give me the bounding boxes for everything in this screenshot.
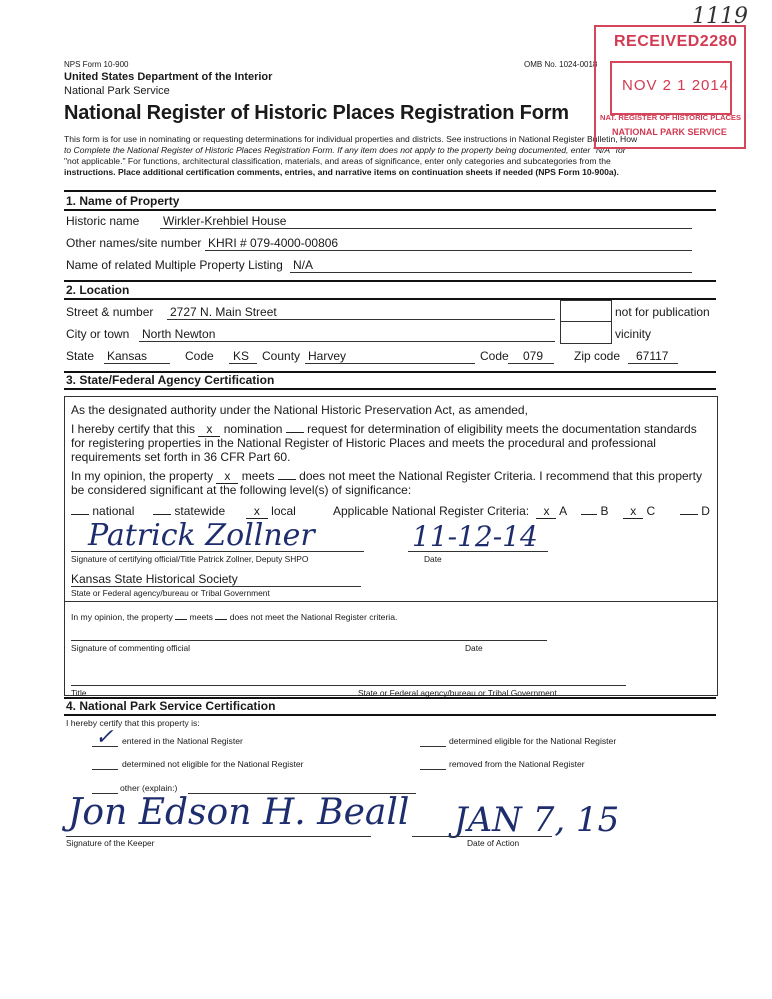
- handwritten-page-number: 1119: [692, 4, 748, 29]
- option-entered: entered in the National Register: [122, 736, 243, 746]
- state-label: State: [66, 349, 95, 363]
- certifying-signature: Patrick Zollner: [88, 518, 315, 553]
- comment-opinion-c: does not meet the National Register criteria.: [229, 612, 398, 622]
- criteria-c: C: [646, 504, 656, 518]
- certify-text-b: nomination: [223, 422, 283, 436]
- vicinity-label: vicinity: [615, 327, 652, 341]
- opinion-mark: x: [224, 469, 231, 483]
- certify-text-a: I hereby certify that this: [71, 422, 196, 436]
- section1-heading: 1. Name of Property: [66, 194, 180, 208]
- opinion-text-b: meets: [241, 469, 275, 483]
- keeper-signature: Jon Edson H. Beall: [68, 792, 410, 833]
- certify-mark: x: [206, 422, 213, 436]
- zip-label: Zip code: [574, 349, 621, 363]
- county-code-value: 079: [523, 349, 544, 363]
- section4-heading: 4. National Park Service Certification: [66, 699, 276, 713]
- agency-caption: State or Federal agency/bureau or Tribal Government: [71, 588, 270, 598]
- action-date: JAN 7, 15: [454, 800, 620, 840]
- code-value: KS: [233, 349, 250, 363]
- opinion-line-2: be considered significant at the following level(s) of significance:: [71, 483, 412, 497]
- intro-line: "not applicable." For functions, architectural classification, materials, and areas of significance, enter only categories and subcategories from the: [64, 156, 611, 166]
- comment-opinion-b: meets: [189, 612, 213, 622]
- certifying-date-caption: Date: [424, 554, 442, 564]
- stamp-received: RECEIVED2280: [614, 33, 738, 50]
- criteria-b: B: [600, 504, 609, 518]
- stamp-date-box: [610, 61, 732, 115]
- title-caption: Title: [71, 688, 87, 698]
- service-name: National Park Service: [64, 85, 170, 97]
- section2-heading: 2. Location: [66, 283, 130, 297]
- criteria-a: A: [559, 504, 567, 518]
- other-names-value: KHRI # 079-4000-00806: [208, 236, 339, 250]
- stamp-line-1: NAT. REGISTER OF HISTORIC PLACES: [600, 113, 742, 122]
- city-value: North Newton: [142, 327, 216, 341]
- zip-value: 67117: [636, 349, 669, 363]
- county-code-label: Code: [480, 349, 509, 363]
- certify-text-c: request for determination of eligibility meets the documentation standards: [307, 422, 697, 436]
- certify-line-2: for registering properties in the National Register of Historic Places and meets the procedural and professional: [71, 436, 656, 450]
- certifying-signature-date: 11-12-14: [412, 520, 538, 553]
- mpl-value: N/A: [293, 258, 314, 272]
- county-value: Harvey: [308, 349, 347, 363]
- opinion-line: [71, 469, 702, 484]
- received-stamp: [594, 25, 746, 149]
- level-local-mark: x: [253, 504, 260, 518]
- option-not-eligible: determined not eligible for the National Register: [122, 759, 304, 769]
- option-determined-eligible: determined eligible for the National Register: [449, 736, 617, 746]
- criteria-d: D: [701, 504, 710, 518]
- certify-line-3: requirements set forth in 36 CFR Part 60.: [71, 450, 291, 464]
- opinion-text-a: In my opinion, the property: [71, 469, 214, 483]
- street-label: Street & number: [66, 305, 154, 319]
- historic-name-value: Wirkler-Krehbiel House: [163, 214, 287, 228]
- criteria-label: Applicable National Register Criteria:: [333, 504, 530, 518]
- department-name: United States Department of the Interior: [64, 71, 273, 83]
- stamp-date: NOV 2 1 2014: [622, 77, 730, 94]
- option-other: other (explain:): [120, 783, 178, 793]
- opinion-text-c: does not meet the National Register Criteria. I recommend that this property: [299, 469, 702, 483]
- stamp-line-2: NATIONAL PARK SERVICE: [612, 127, 727, 137]
- level-national: national: [92, 504, 135, 518]
- intro-line: This form is for use in nominating or requesting determinations for individual properties and districts. See instructions in National Register Bulletin, How: [64, 134, 638, 144]
- mpl-label: Name of related Multiple Property Listing: [66, 258, 283, 272]
- omb-number: OMB No. 1024-0018: [524, 60, 598, 69]
- intro-line: to Complete the National Register of Historic Places Registration Form. If any item does not apply to the property being documented, enter "N/A" for: [64, 145, 626, 155]
- comment-opinion-a: In my opinion, the property: [71, 612, 173, 622]
- street-value: 2727 N. Main Street: [170, 305, 277, 319]
- comment-signature-caption: Signature of commenting official: [71, 643, 191, 653]
- agency-name: Kansas State Historical Society: [71, 572, 238, 586]
- level-local: local: [271, 504, 296, 518]
- other-names-label: Other names/site number: [66, 236, 202, 250]
- section3-heading: 3. State/Federal Agency Certification: [66, 373, 275, 387]
- code-label: Code: [185, 349, 214, 363]
- criteria-c-mark: x: [630, 504, 637, 518]
- entered-checkmark-icon: ✓: [95, 725, 114, 750]
- form-number: NPS Form 10-900: [64, 60, 129, 69]
- comment-date-caption: Date: [465, 643, 483, 653]
- county-label: County: [262, 349, 301, 363]
- historic-name-label: Historic name: [66, 214, 140, 228]
- not-for-publication-checkbox[interactable]: [560, 300, 612, 323]
- level-statewide: statewide: [174, 504, 226, 518]
- title-agency-caption: State or Federal agency/bureau or Tribal Government: [358, 688, 557, 698]
- authority-text: As the designated authority under the National Historic Preservation Act, as amended,: [71, 403, 528, 417]
- comment-opinion-line: [71, 612, 397, 622]
- nps-intro: I hereby certify that this property is:: [66, 718, 200, 728]
- state-value: Kansas: [107, 349, 148, 363]
- criteria-a-mark: x: [543, 504, 550, 518]
- option-removed: removed from the National Register: [449, 759, 585, 769]
- vicinity-checkbox[interactable]: [560, 321, 612, 344]
- intro-line: instructions. Place additional certification comments, entries, and narrative items on continuation sheets if needed (NPS Form 10-900a).: [64, 167, 619, 177]
- certify-line: [71, 422, 697, 437]
- form-title: National Register of Historic Places Registration Form: [64, 102, 569, 124]
- not-for-publication-label: not for publication: [615, 305, 710, 319]
- action-date-caption: Date of Action: [467, 838, 520, 848]
- city-label: City or town: [66, 327, 130, 341]
- certifying-signature-caption: Signature of certifying official/Title Patrick Zollner, Deputy SHPO: [71, 554, 309, 564]
- criteria-line: [333, 504, 710, 519]
- level-line: [71, 504, 296, 519]
- keeper-signature-caption: Signature of the Keeper: [66, 838, 155, 848]
